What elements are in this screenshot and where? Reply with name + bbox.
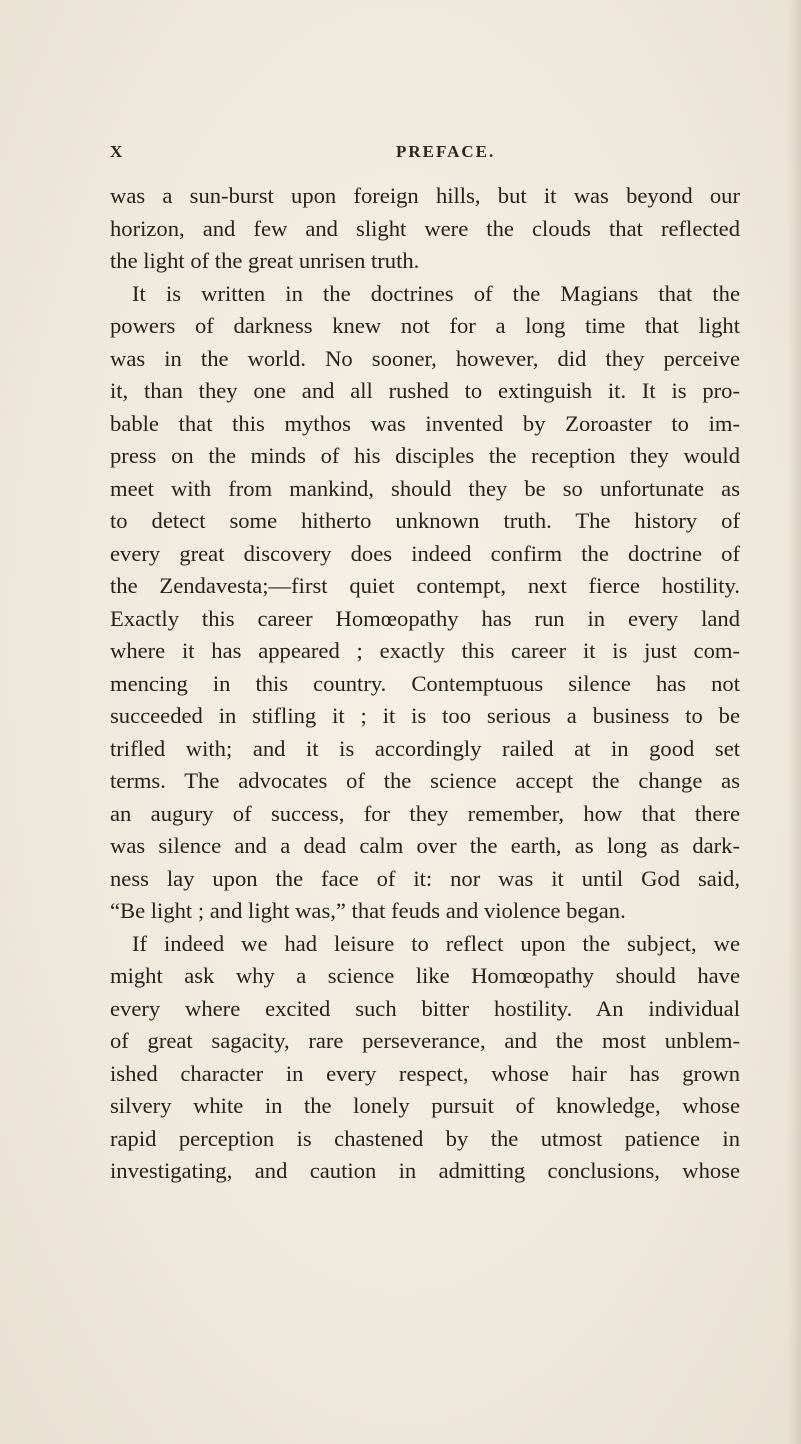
text-line: It is written in the doctrines of the Magians that the xyxy=(132,280,740,306)
text-line: meet with from mankind, should they be so unfortunate as xyxy=(110,475,740,501)
text-line: investigating, and caution in admitting conclusions, whose xyxy=(110,1158,740,1183)
text-line: bable that this mythos was invented by Zoroaster to im- xyxy=(110,410,740,436)
text-line: ness lay upon the face of it: nor was it until God said, xyxy=(110,865,740,891)
text-line: succeeded in stifling it ; it is too serious a business to be xyxy=(110,703,740,728)
text-line: powers of darkness knew not for a long time that light xyxy=(110,313,740,338)
text-line: where it has appeared ; exactly this career it is just com- xyxy=(110,638,740,663)
text-line: press on the minds of his disciples the reception they would xyxy=(110,443,740,468)
page-number: X xyxy=(110,142,124,161)
text-line: trifled with; and it is accordingly railed at in good set xyxy=(110,735,740,761)
text-line: was in the world. No sooner, however, did they perceive xyxy=(110,345,740,371)
running-head xyxy=(110,142,750,168)
text-line: “Be light ; and light was,” that feuds and violence began. xyxy=(110,898,626,923)
text-line: it, than they one and all rushed to extinguish it. It is pro- xyxy=(110,378,740,403)
text-line: was a sun-burst upon foreign hills, but it was beyond our xyxy=(110,183,740,208)
text-line: was silence and a dead calm over the earth, as long as dark- xyxy=(110,833,740,858)
text-line: Exactly this career Homœopathy has run in every land xyxy=(110,605,740,631)
text-line: every where excited such bitter hostility. An individual xyxy=(110,995,740,1021)
page-edge-shadow xyxy=(787,0,801,1444)
text-line: rapid perception is chastened by the utmost patience in xyxy=(110,1125,740,1151)
body-text xyxy=(110,180,740,1188)
text-line: mencing in this country. Contemptuous silence has not xyxy=(110,670,740,696)
text-line: of great sagacity, rare perseverance, and the most unblem- xyxy=(110,1028,740,1053)
text-line: every great discovery does indeed confirm the doctrine of xyxy=(110,540,740,566)
text-line: the Zendavesta;—first quiet contempt, next fierce hostility. xyxy=(110,573,740,598)
text-line: ished character in every respect, whose hair has grown xyxy=(110,1060,740,1086)
text-line: If indeed we had leisure to reflect upon the subject, we xyxy=(132,930,740,956)
text-line: terms. The advocates of the science accept the change as xyxy=(110,768,740,793)
text-line: an augury of success, for they remember, how that there xyxy=(110,800,740,826)
text-line: silvery white in the lonely pursuit of knowledge, whose xyxy=(110,1093,740,1118)
text-line: to detect some hitherto unknown truth. The history of xyxy=(110,508,740,533)
text-line: the light of the great unrisen truth. xyxy=(110,248,420,273)
text-line: might ask why a science like Homœopathy should have xyxy=(110,963,740,988)
text-line: horizon, and few and slight were the clouds that reflected xyxy=(110,215,740,241)
running-head-title: PREFACE. xyxy=(396,142,496,161)
